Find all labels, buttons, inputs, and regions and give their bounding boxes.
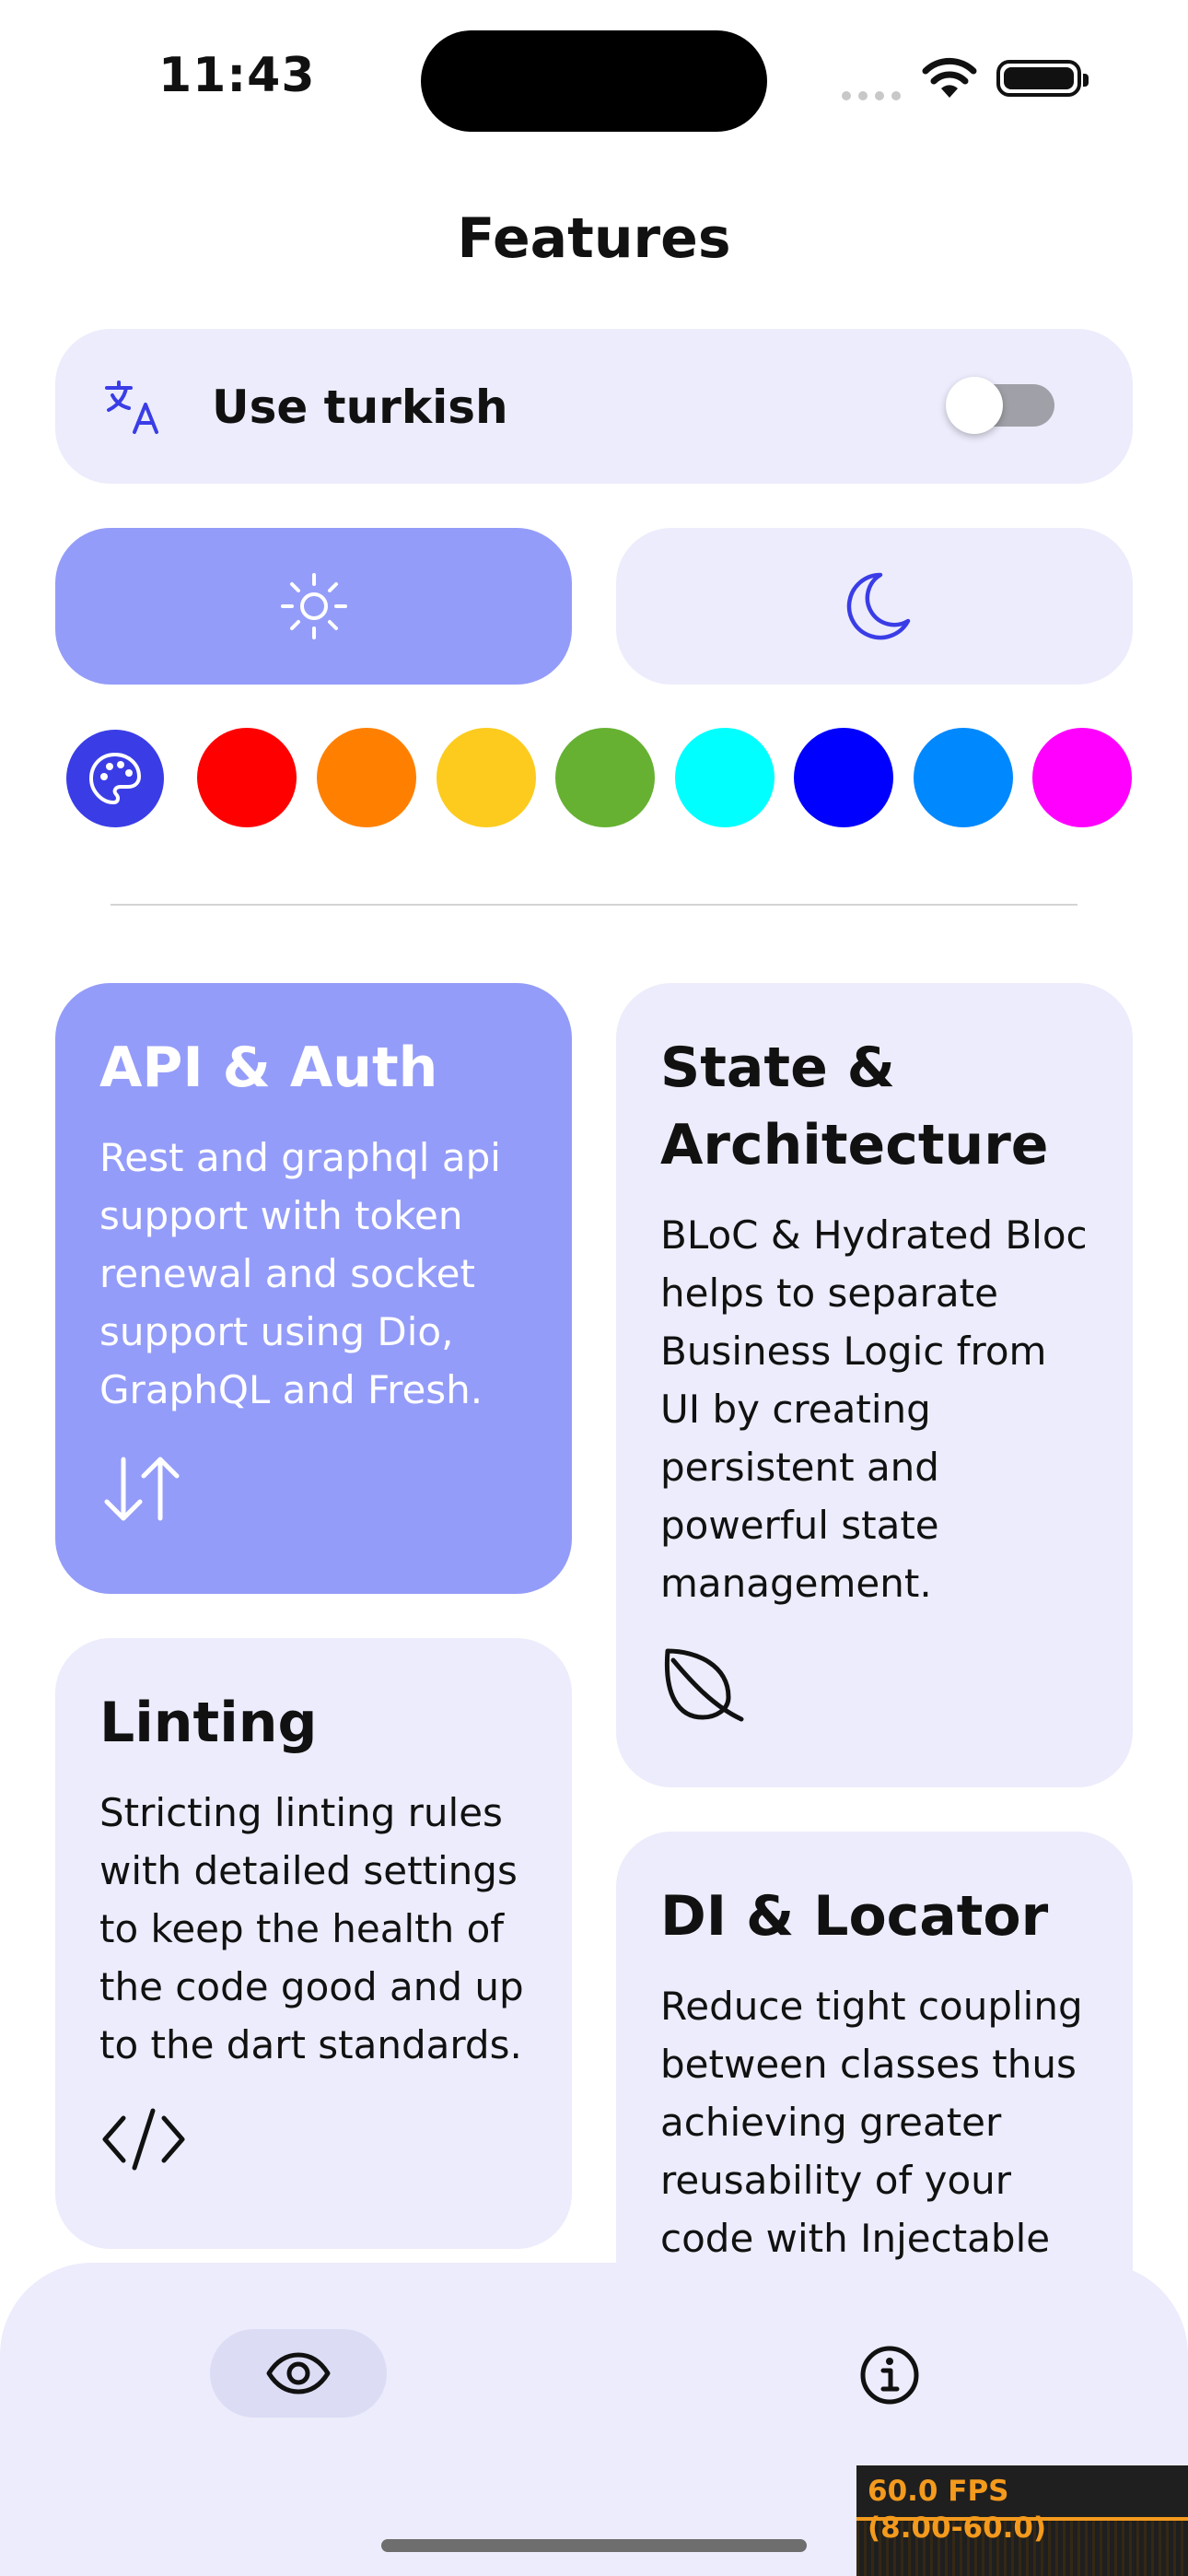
palette-button[interactable]	[66, 730, 164, 827]
color-swatch-magenta[interactable]	[1032, 728, 1132, 827]
card-description: Rest and graphql api support with token renewal and socket support using Dio, GraphQL and Fresh.	[99, 1135, 501, 1412]
language-label: Use turkish	[212, 381, 508, 434]
feature-card-linting[interactable]	[55, 1638, 572, 2249]
color-swatch-green[interactable]	[555, 728, 655, 827]
switch-knob	[946, 377, 1003, 434]
cellular-signal-icon	[842, 87, 908, 104]
card-description: Stricting linting rules with detailed settings to keep the health of the code good and up to the dart standards.	[99, 1790, 524, 2067]
color-swatch-cyan[interactable]	[675, 728, 775, 827]
dynamic-island	[421, 30, 767, 132]
eye-icon	[265, 2351, 332, 2395]
translate-icon	[103, 377, 162, 436]
palette-icon	[86, 749, 145, 808]
card-title: DI & Locator	[660, 1884, 1049, 1949]
dark-theme-button[interactable]	[616, 528, 1133, 685]
nav-features-tab[interactable]	[210, 2329, 387, 2418]
card-description: Reduce tight coupling between classes thus achieving greater reusability of your code with Injectable	[660, 1984, 1083, 2261]
moon-icon	[836, 568, 914, 645]
divider	[111, 904, 1077, 906]
language-switch[interactable]	[953, 384, 1054, 427]
status-time: 11:43	[158, 48, 316, 103]
color-swatch-yellow[interactable]	[437, 728, 536, 827]
card-title: API & Auth	[99, 1036, 438, 1100]
fps-range: (8.00-60.0)	[868, 2512, 1047, 2545]
leaf-icon	[660, 1645, 745, 1723]
wifi-icon	[921, 57, 978, 100]
feature-card-api-auth[interactable]	[55, 983, 572, 1594]
card-title: Linting	[99, 1691, 318, 1755]
card-title: State & Architecture	[660, 1036, 1049, 1177]
arrows-up-down-icon	[99, 1452, 184, 1526]
color-swatch-red[interactable]	[197, 728, 297, 827]
fps-overlay	[856, 2465, 1188, 2576]
language-toggle-row[interactable]	[55, 329, 1133, 484]
card-description: BLoC & Hydrated Bloc helps to separate Business Logic from UI by creating persistent and powerful state management.	[660, 1212, 1088, 1606]
light-theme-button[interactable]	[55, 528, 572, 685]
sun-icon	[277, 569, 351, 643]
info-icon[interactable]	[858, 2344, 921, 2406]
color-swatch-orange[interactable]	[317, 728, 416, 827]
color-swatch-azure[interactable]	[914, 728, 1013, 827]
feature-card-state-architecture[interactable]	[616, 983, 1133, 1787]
fps-value: 60.0 FPS	[868, 2475, 1009, 2508]
color-swatch-blue[interactable]	[794, 728, 893, 827]
code-icon	[99, 2107, 188, 2172]
page-title: Features	[457, 206, 731, 271]
home-indicator	[381, 2539, 807, 2552]
battery-icon	[996, 60, 1081, 97]
